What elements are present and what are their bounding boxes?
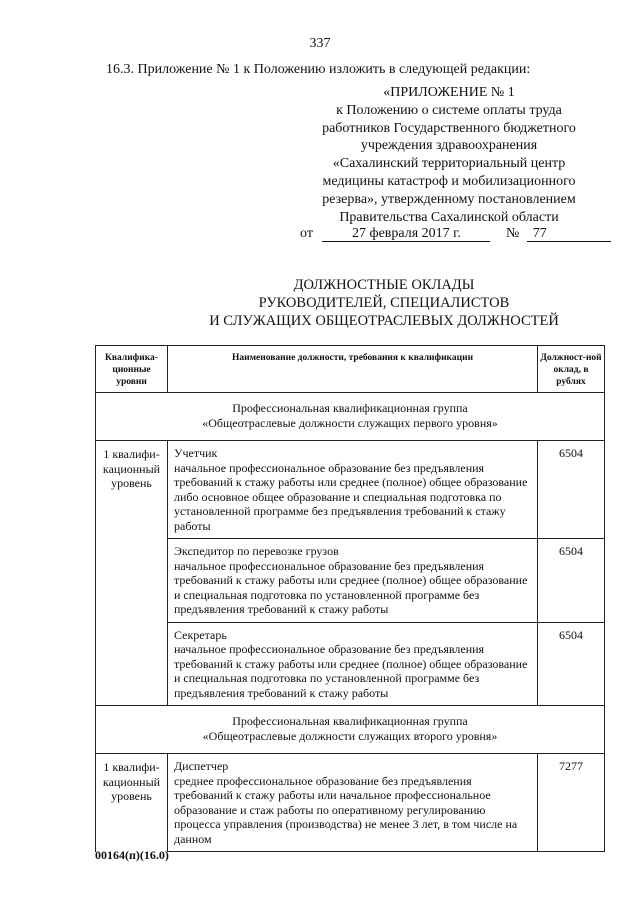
group-row bbox=[96, 706, 605, 754]
position-name: Экспедитор по перевозке грузов bbox=[174, 544, 339, 558]
position-requirements: среднее профессиональное образование без предъявления требований к стажу работы или начальное профессиональное образование и стаж работы по оперативному регулированию процесса управления (производства) не менее 3 лет, в том числе на данном bbox=[174, 773, 518, 846]
group-row bbox=[96, 393, 605, 441]
annex-line: медицины катастроф и мобилизационного bbox=[322, 173, 576, 189]
position-cell bbox=[168, 622, 538, 706]
annex-line: «Сахалинский территориальный центр bbox=[332, 156, 566, 172]
table-row bbox=[96, 539, 605, 623]
annex-line: «ПРИЛОЖЕНИЕ № 1 bbox=[383, 85, 515, 100]
header-salary: Должност-ной оклад, в рублях bbox=[538, 346, 605, 393]
level-cell: 1 квалифи-кационный уровень bbox=[96, 441, 168, 706]
table-row bbox=[96, 441, 605, 539]
date-prefix: от bbox=[300, 226, 313, 241]
title-line: РУКОВОДИТЕЛЕЙ, СПЕЦИАЛИСТОВ bbox=[258, 295, 510, 311]
document-code: 00164(п)(16.0) bbox=[95, 848, 169, 862]
document-title bbox=[0, 276, 640, 330]
group-title bbox=[96, 393, 605, 441]
position-cell bbox=[168, 754, 538, 852]
annex-line: резерва», утвержденному постановлением bbox=[322, 191, 576, 207]
group-title-line: Профессиональная квалификационная группа bbox=[232, 401, 468, 415]
group-title-line: «Общеотраслевые должности служащих первого уровня» bbox=[202, 415, 498, 430]
annex-line: учреждения здравоохранения bbox=[360, 138, 538, 154]
position-name: Диспетчер bbox=[174, 759, 229, 773]
salary-cell: 6504 bbox=[538, 539, 605, 623]
group-title-line: «Общеотраслевые должности служащих второго уровня» bbox=[202, 728, 498, 743]
group-title-line: Профессиональная квалификационная группа bbox=[232, 714, 468, 728]
salary-cell: 6504 bbox=[538, 622, 605, 706]
table-row bbox=[96, 622, 605, 706]
header-levels: Квалифика-ционные уровни bbox=[96, 346, 168, 393]
salary-table bbox=[95, 345, 605, 852]
title-line: ДОЛЖНОСТНЫЕ ОКЛАДЫ bbox=[293, 277, 475, 293]
position-name: Секретарь bbox=[174, 627, 227, 642]
table-header-row bbox=[96, 346, 605, 393]
position-name: Учетчик bbox=[174, 446, 218, 460]
number-value: 77 bbox=[527, 226, 611, 242]
header-position: Наименование должности, требования к квалификации bbox=[168, 346, 538, 393]
position-requirements: начальное профессиональное образование без предъявления требований к стажу работы или среднее (полное) общее образование и специальная подготовка по установленной программе без предъявления требований к стажу работы bbox=[174, 558, 528, 616]
page-number: 337 bbox=[309, 36, 331, 51]
position-cell bbox=[168, 539, 538, 623]
intro-line: 16.3. Приложение № 1 к Положению изложить в следующей редакции: bbox=[106, 62, 531, 77]
level-cell: 1 квалифи-кационный уровень bbox=[96, 754, 168, 852]
position-cell bbox=[168, 441, 538, 539]
position-requirements: начальное профессиональное образование без предъявления требований к стажу работы или среднее (полное) общее образование и специальная подготовка по установленной программе без предъявления требований к стажу работы bbox=[174, 642, 528, 700]
position-requirements: начальное профессиональное образование без предъявления требований к стажу работы или среднее (полное) общее образование либо основное общее образование и специальная подготовка по установленной программе без предъявления требований к стажу работы bbox=[174, 460, 528, 533]
annex-line: к Положению о системе оплаты труда bbox=[336, 102, 562, 118]
table-row bbox=[96, 754, 605, 852]
annex-line: работников Государственного бюджетного bbox=[322, 120, 576, 136]
title-line: И СЛУЖАЩИХ ОБЩЕОТРАСЛЕВЫХ ДОЛЖНОСТЕЙ bbox=[209, 313, 559, 329]
group-title bbox=[96, 706, 605, 754]
salary-cell: 6504 bbox=[538, 441, 605, 539]
annex-line: Правительства Сахалинской области bbox=[339, 209, 559, 225]
date-value: 27 февраля 2017 г. bbox=[322, 226, 490, 242]
number-prefix: № bbox=[505, 226, 520, 241]
annex-date-line bbox=[300, 226, 611, 242]
annex-header bbox=[296, 84, 602, 226]
salary-cell: 7277 bbox=[538, 754, 605, 852]
